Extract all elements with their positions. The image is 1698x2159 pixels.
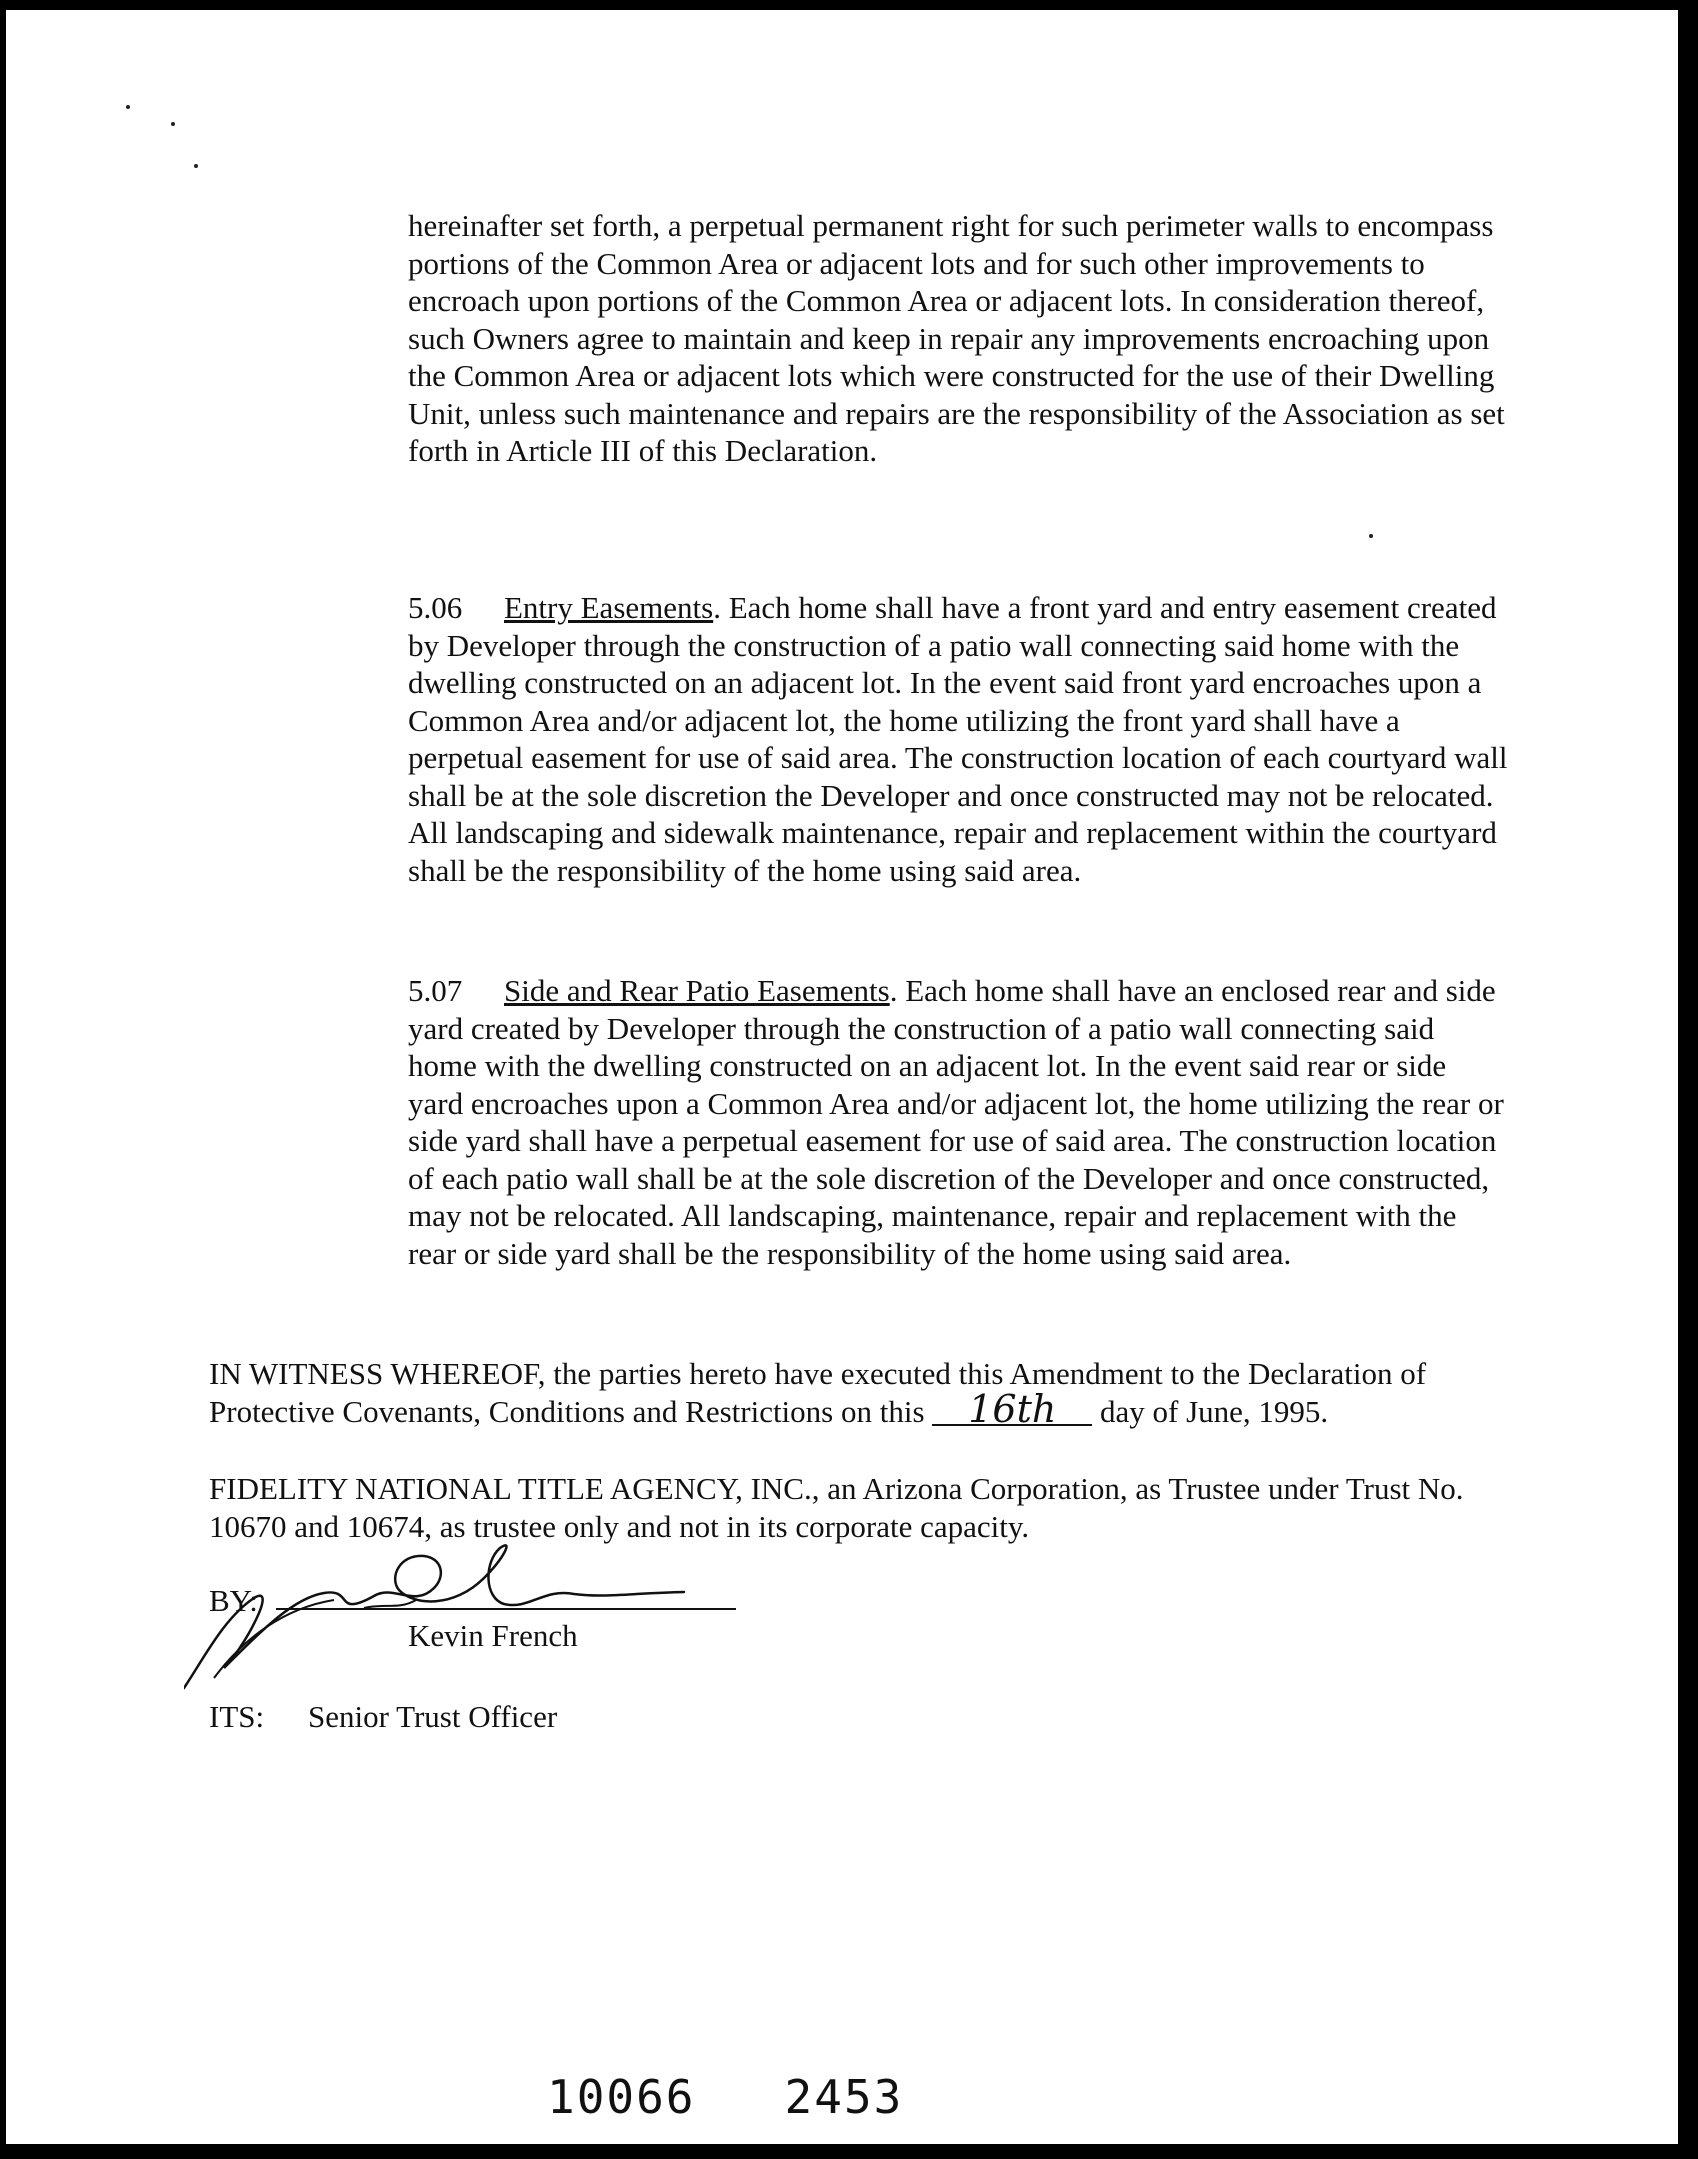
trustee-statement <box>209 1470 1509 1545</box>
trustee-text: FIDELITY NATIONAL TITLE AGENCY, INC., an Arizona Corporation, as Trustee under Trust No. 10670 and 10674, as trustee only and not in its corporate capacity. <box>209 1471 1464 1544</box>
by-label: BY: <box>209 1583 258 1618</box>
signer-title: Senior Trust Officer <box>308 1699 558 1734</box>
its-label: ITS: <box>209 1699 265 1734</box>
section-title: Side and Rear Patio Easements <box>504 973 890 1008</box>
intro-paragraph <box>408 207 1508 470</box>
scan-speck <box>194 164 198 168</box>
date-day-handwritten: 16th <box>932 1394 1092 1426</box>
intro-paragraph-text: hereinafter set forth, a perpetual permanent right for such perimeter walls to encompass portions of the Common Area or adjacent lots and for such other improvements to encroach upon portions of the Common Area or adjacent lots. In consideration thereof, such Owners agree to maintain and keep in repair any improvements encroaching upon the Common Area or adjacent lots which were constructed for the use of their Dwelling Unit, unless such maintenance and repairs are the responsibility of the Association as set forth in Article III of this Declaration. <box>408 208 1505 468</box>
section-body: . Each home shall have an enclosed rear and side yard created by Developer through the construction of a patio wall connecting said home with the dwelling constructed on an adjacent lot. In the event said rear or side yard encroaches upon a Common Area and/or adjacent lot, the home utilizing the rear or side yard shall have a perpetual easement for use of said area. The construction location of each patio wall shall be at the sole discretion of the Developer and once constructed, may not be relocated. All landscaping, maintenance, repair and replacement with the rear or side yard shall be the responsibility of the home using said area. <box>408 973 1504 1271</box>
section-number: 5.07 <box>408 973 463 1008</box>
witness-text: IN WITNESS WHEREOF, the parties hereto have executed this Amendment to the Declaration of Protective Covenants, Conditions and Restrictions on this <box>209 1356 1427 1429</box>
document-number: 10066 2453 <box>547 2070 904 2124</box>
signer-name: Kevin French <box>408 1618 578 1653</box>
section-title: Entry Easements <box>504 590 714 625</box>
section-5-07 <box>408 972 1508 1272</box>
document-page <box>6 10 1678 2144</box>
scan-speck <box>126 105 130 109</box>
section-number: 5.06 <box>408 590 463 625</box>
witness-text-end: day of June, 1995. <box>1092 1393 1329 1429</box>
section-body: . Each home shall have a front yard and entry easement created by Developer through the construction of a patio wall connecting said home with the dwelling constructed on an adjacent lot. In the event said front yard encroaches upon a Common Area and/or adjacent lot, the home utilizing the front yard shall have a perpetual easement for use of said area. The construction location of each courtyard wall shall be at the sole discretion the Developer and once constructed may not be relocated. All landscaping and sidewalk maintenance, repair and replacement within the courtyard shall be the responsibility of the home using said area. <box>408 590 1508 888</box>
witness-clause <box>209 1355 1509 1430</box>
section-5-06 <box>408 589 1508 889</box>
scan-speck <box>171 122 175 126</box>
scan-speck <box>1369 534 1373 538</box>
